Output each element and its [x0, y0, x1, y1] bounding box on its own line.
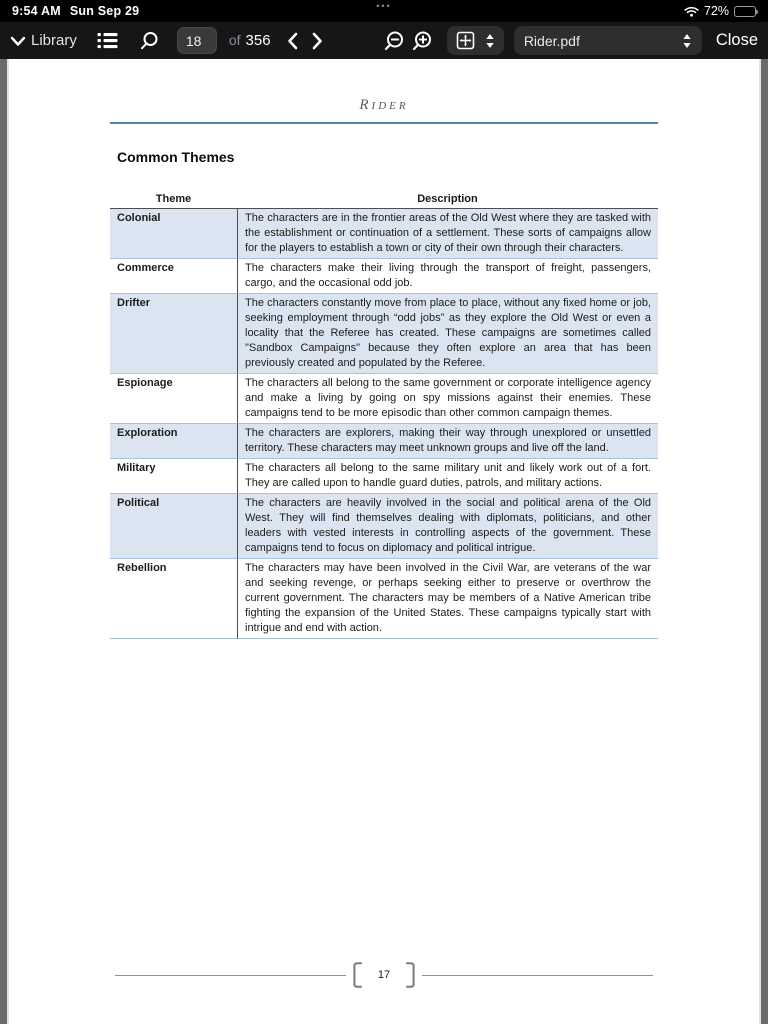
common-themes-table — [110, 192, 658, 639]
status-right — [684, 4, 756, 18]
page-margin-right — [759, 59, 768, 1024]
table-row — [110, 494, 658, 559]
pdf-toolbar — [0, 22, 768, 59]
description-cell: The characters all belong to the same military unit and likely work out of a fort. They are called upon to handle guard duties, patrols, and military actions. — [237, 459, 658, 494]
description-cell: The characters all belong to the same government or corporate intelligence agency and make a living by going on spy missions against their enemies. These campaigns tend to be more episodic than other common campaign themes. — [237, 374, 658, 424]
description-cell: The characters may have been involved in the Civil War, are veterans of the war and seeking revenge, or perhaps seeking either to preserve or overthrow the current government. The characters may be members of a Native American tribe fighting the expansion of the United States. These campaigns typically start with intrigue and end with action. — [237, 559, 658, 639]
table-row — [110, 459, 658, 494]
zoom-out-button[interactable] — [383, 30, 405, 52]
library-button[interactable] — [10, 32, 77, 49]
zoom-out-icon — [383, 30, 405, 52]
close-button[interactable]: Close — [715, 31, 758, 49]
status-left — [12, 4, 139, 18]
previous-page-button[interactable] — [287, 32, 298, 50]
page-number: 17 — [377, 969, 391, 981]
toolbar-left-group — [10, 27, 323, 54]
page-nav — [287, 32, 323, 50]
table-row — [110, 559, 658, 639]
footer-bracket-right-icon — [406, 962, 415, 988]
status-date: Sun Sep 29 — [69, 4, 140, 18]
table-row — [110, 374, 658, 424]
updown-chevrons-icon — [485, 33, 495, 49]
view-mode-select[interactable] — [447, 26, 504, 55]
footer-bracket-left-icon — [353, 962, 362, 988]
theme-cell: Commerce — [110, 259, 237, 294]
running-header: Rider — [359, 97, 409, 113]
description-cell: The characters make their living through the transport of freight, passengers, cargo, and the occasional odd job. — [237, 259, 658, 294]
theme-cell: Drifter — [110, 294, 237, 374]
search-button[interactable] — [140, 31, 159, 50]
list-icon — [97, 32, 118, 49]
footer-rule-left — [115, 975, 346, 976]
multitask-indicator-icon: ••• — [376, 1, 392, 11]
chevron-left-icon — [287, 32, 298, 50]
theme-cell: Rebellion — [110, 559, 237, 639]
description-cell: The characters constantly move from place to place, without any fixed home or job, seeking employment through “odd jobs” as they explore the Old West or even a locality that the Referee has created. These campaigns are sometimes called "Sandbox Campaigns" because they often explore an area that has been previously created and populated by the Referee. — [237, 294, 658, 374]
description-cell: The characters are in the frontier areas of the Old West where they are tasked with the establishment or continuation of a settlement. These sorts of campaigns allow for the players to establish a town or city of their own through their characters. — [237, 208, 658, 259]
description-cell: The characters are heavily involved in the social and political arena of the Old West. They will find themselves dealing with diplomats, politicians, and other leaders with vested interests in controlling aspects of the government. These campaigns tend to focus on diplomacy and political intrigue. — [237, 494, 658, 559]
pdf-page-view[interactable] — [0, 59, 768, 1024]
of-label: of — [228, 32, 241, 48]
description-cell: The characters are explorers, making their way through unexplored or unsettled territory. These characters may meet unknown groups and live off the land. — [237, 424, 658, 459]
column-header-theme: Theme — [155, 193, 192, 205]
theme-cell: Espionage — [110, 374, 237, 424]
file-name: Rider.pdf — [523, 32, 580, 49]
footer-rule-right — [422, 975, 653, 976]
column-header-description: Description — [417, 193, 478, 205]
zoom-in-button[interactable] — [411, 30, 433, 52]
theme-cell: Military — [110, 459, 237, 494]
page-margin-left — [0, 59, 9, 1024]
open-file-select[interactable] — [514, 26, 702, 55]
section-title: Common Themes — [117, 149, 235, 165]
theme-cell: Political — [110, 494, 237, 559]
table-row — [110, 424, 658, 459]
battery-icon — [734, 6, 756, 17]
table-row — [110, 208, 658, 259]
theme-cell: Colonial — [110, 208, 237, 259]
fit-page-icon — [456, 31, 475, 50]
page-count — [229, 32, 271, 49]
page-number-input[interactable] — [177, 27, 217, 54]
search-icon — [140, 31, 159, 50]
chevron-right-icon — [312, 32, 323, 50]
updown-chevrons-icon — [682, 33, 692, 49]
table-of-contents-button[interactable] — [97, 32, 118, 49]
table-row — [110, 259, 658, 294]
table-header-row — [110, 192, 658, 208]
battery-percent: 72% — [703, 4, 729, 18]
status-bar — [0, 0, 768, 22]
total-pages: 356 — [245, 32, 271, 49]
wifi-icon — [684, 6, 699, 17]
header-rule — [110, 122, 658, 124]
theme-cell: Exploration — [110, 424, 237, 459]
table-row — [110, 294, 658, 374]
zoom-in-icon — [411, 30, 433, 52]
toolbar-right-group — [383, 26, 758, 55]
library-label: Library — [31, 32, 77, 49]
next-page-button[interactable] — [312, 32, 323, 50]
status-time: 9:54 AM — [12, 4, 61, 18]
page-footer — [110, 959, 658, 991]
chevron-down-icon — [10, 35, 26, 47]
